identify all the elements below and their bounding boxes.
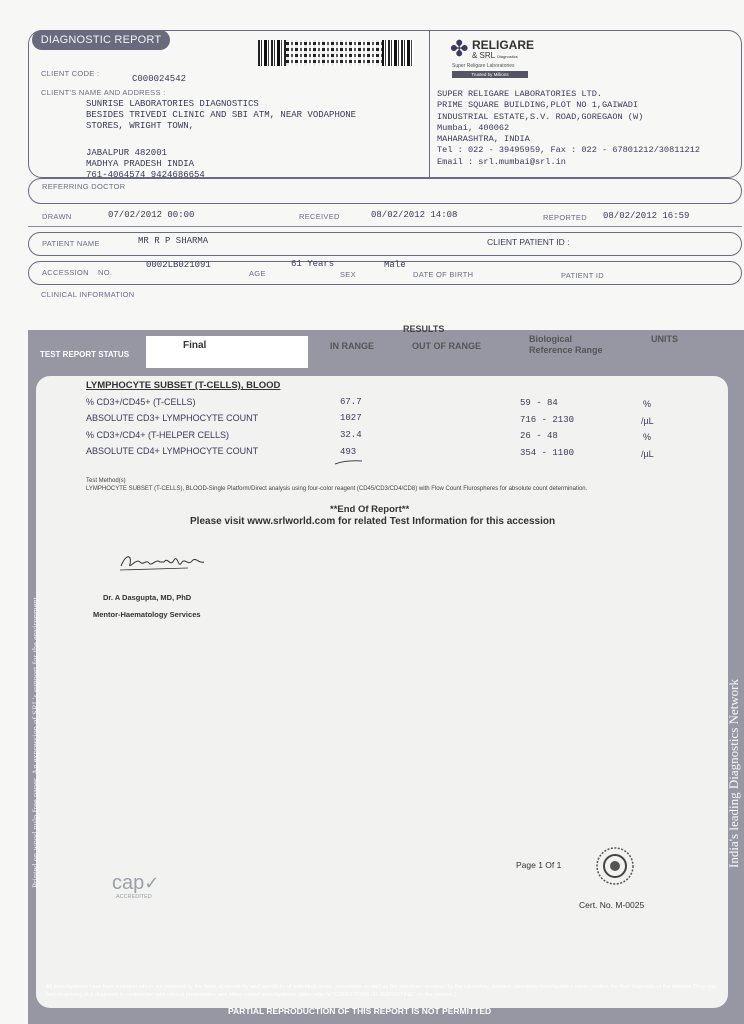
accession-value: 0002LB021091 (146, 260, 211, 270)
panel-title: LYMPHOCYTE SUBSET (T-CELLS), BLOOD (86, 380, 281, 391)
test-unit: /µL (641, 416, 654, 426)
test-range: 716 - 2130 (520, 415, 575, 425)
cap-logo-text: cap (112, 872, 145, 894)
reported-label: REPORTED (543, 213, 587, 222)
disclaimer-text: All investigations have their limitation which are imposed by the limits of sensitivity and specificity of individual assay procedures as well as the specimen received by the laboratory. Isolated laboratory investigations never confirm the final diagnosis of the disease They only help in arriving at a diagnosis in conjunction with clinical presentation and other related investigations. (Also refer to "CONDITIONS OF REPORTING" on the reverse.) (46, 984, 718, 998)
method-text: LYMPHOCYTE SUBSET (T-CELLS), BLOOD-Single Platform/Direct analysis using four-color reagent (CD45/CD3/CD4/CD8) with Flow Count Flurospheres for absolute count determination. (86, 486, 588, 492)
results-panel (36, 376, 728, 1008)
col-out-range: OUT OF RANGE (412, 341, 481, 351)
results-heading: RESULTS (403, 324, 445, 334)
method-title: Test Method(s) (86, 478, 126, 484)
accession-label: ACCESSION (42, 268, 89, 277)
clinical-info-label: CLINICAL INFORMATION (41, 290, 135, 299)
client-line: BESIDES TRIVEDI CLINIC AND SBI ATM, NEAR VODAPHONE (86, 110, 357, 120)
side-right-text: India's leading Diagnostics Network (726, 679, 741, 868)
patient-id-label: PATIENT ID (561, 271, 605, 280)
test-range: 59 - 84 (520, 398, 558, 408)
client-line: MADHYA PRADESH INDIA (86, 159, 195, 169)
client-code-label: CLIENT CODE : (41, 69, 100, 78)
doctor-signature (118, 550, 210, 574)
test-range: 26 - 48 (520, 431, 558, 441)
test-range: 354 - 1100 (520, 448, 575, 458)
client-patient-id-label: CLIENT PATIENT ID : (487, 237, 570, 247)
col-ref-range-1: Biological (529, 334, 573, 344)
age-label: AGE (249, 269, 266, 278)
patient-name-box (28, 232, 742, 256)
reported-value: 08/02/2012 16:59 (603, 211, 690, 221)
referring-doctor-label: REFERRING DOCTOR (42, 182, 126, 191)
status-value-box (146, 336, 308, 368)
patient-name-value: MR R P SHARMA (138, 236, 209, 246)
test-value: 1027 (340, 413, 362, 423)
religare-srl-logo (450, 38, 540, 82)
test-unit: /µL (641, 449, 654, 459)
status-label: TEST REPORT STATUS (40, 350, 130, 359)
client-address-block (86, 99, 356, 181)
client-line: STORES, WRIGHT TOWN, (86, 121, 195, 131)
test-name: ABSOLUTE CD4+ LYMPHOCYTE COUNT (86, 446, 259, 456)
visit-text: Please visit www.srlworld.com for related Test Information for this accession (190, 516, 556, 527)
cap-accredited: ACCREDITED (116, 894, 152, 900)
test-name: % CD3+/CD4+ (T-HELPER CELLS) (86, 430, 230, 440)
sex-value: Male (384, 260, 406, 270)
doctor-title: Mentor-Haematology Services (93, 610, 201, 619)
test-unit: % (643, 399, 652, 409)
cap-logo (112, 872, 159, 895)
sex-label: SEX (340, 270, 356, 279)
accession-no-label: NO. (98, 268, 113, 277)
test-value: 32.4 (340, 430, 362, 440)
received-label: RECEIVED (299, 212, 340, 221)
doctor-name: Dr. A Dasgupta, MD, PhD (103, 593, 192, 602)
client-code-value: C000024542 (132, 74, 187, 84)
flower-logo-icon: ✤ (450, 36, 469, 61)
test-unit: % (643, 432, 652, 442)
lab-line: PRIME SQUARE BUILDING,PLOT NO 1,GAIWADI (437, 100, 639, 111)
footer-text: PARTIAL REPRODUCTION OF THIS REPORT IS NOT PERMITTED (228, 1006, 492, 1016)
status-value: Final (183, 340, 207, 351)
referring-doctor-box (28, 178, 742, 204)
client-line: 761-4064574 9424686654 (86, 170, 205, 180)
lab-line: INDUSTRIAL ESTATE,S.V. ROAD,GOREGAON (W) (437, 111, 644, 122)
end-of-report: **End Of Report** (330, 504, 410, 515)
age-value: 61 Years (291, 259, 335, 269)
certification-seal-icon (591, 845, 639, 887)
client-name-label: CLIENT'S NAME AND ADDRESS : (41, 88, 166, 97)
test-name: ABSOLUTE CD3+ LYMPHOCYTE COUNT (86, 413, 259, 423)
test-value: 493 (340, 447, 357, 457)
client-line: SUNRISE LABORATORIES DIAGNOSTICS (86, 99, 259, 109)
drawn-value: 07/02/2012 00:00 (108, 210, 195, 220)
dob-label: DATE OF BIRTH (413, 270, 474, 279)
lab-line: MAHARASHTRA, INDIA (437, 134, 530, 145)
header-divider (429, 30, 430, 178)
cert-number: Cert. No. M-0025 (579, 900, 645, 910)
logo-sub: & SRL Diagnostics (472, 51, 518, 60)
col-units: UNITS (651, 334, 678, 344)
col-in-range: IN RANGE (330, 341, 375, 351)
test-name: % CD3+/CD45+ (T-CELLS) (86, 397, 196, 407)
lab-line: SUPER RELIGARE LABORATORIES LTD. (437, 89, 603, 99)
qr-code-image (286, 40, 382, 66)
lab-line: Email : srl.mumbai@srl.in (437, 156, 566, 167)
handwritten-underline (334, 458, 364, 466)
received-value: 08/02/2012 14:08 (371, 210, 458, 220)
page-number: Page 1 Of 1 (516, 860, 562, 870)
logo-tagline: Super Religare Laboratories (452, 63, 515, 69)
lab-line: Tel : 022 - 39495959, Fax : 022 - 67801212/30811212 (437, 145, 701, 156)
lab-address-block (437, 89, 700, 168)
dates-underline (28, 226, 742, 227)
drawn-label: DRAWN (42, 212, 72, 221)
col-ref-range-2: Reference Range (529, 345, 603, 355)
lab-line: Mumbai, 400062 (437, 122, 510, 133)
report-title-pill: DIAGNOSTIC REPORT (32, 30, 170, 50)
side-left-text: Printed on wood pulp free paper. An expression of SRL's support for the environment (30, 597, 40, 888)
logo-brand: RELIGARE (472, 38, 535, 52)
patient-name-label: PATIENT NAME (42, 239, 100, 248)
logo-band: Trusted by Millions (452, 71, 528, 78)
test-value: 67.7 (340, 397, 362, 407)
check-icon: ✓ (144, 873, 160, 893)
client-line: JABALPUR 482001 (86, 148, 168, 158)
